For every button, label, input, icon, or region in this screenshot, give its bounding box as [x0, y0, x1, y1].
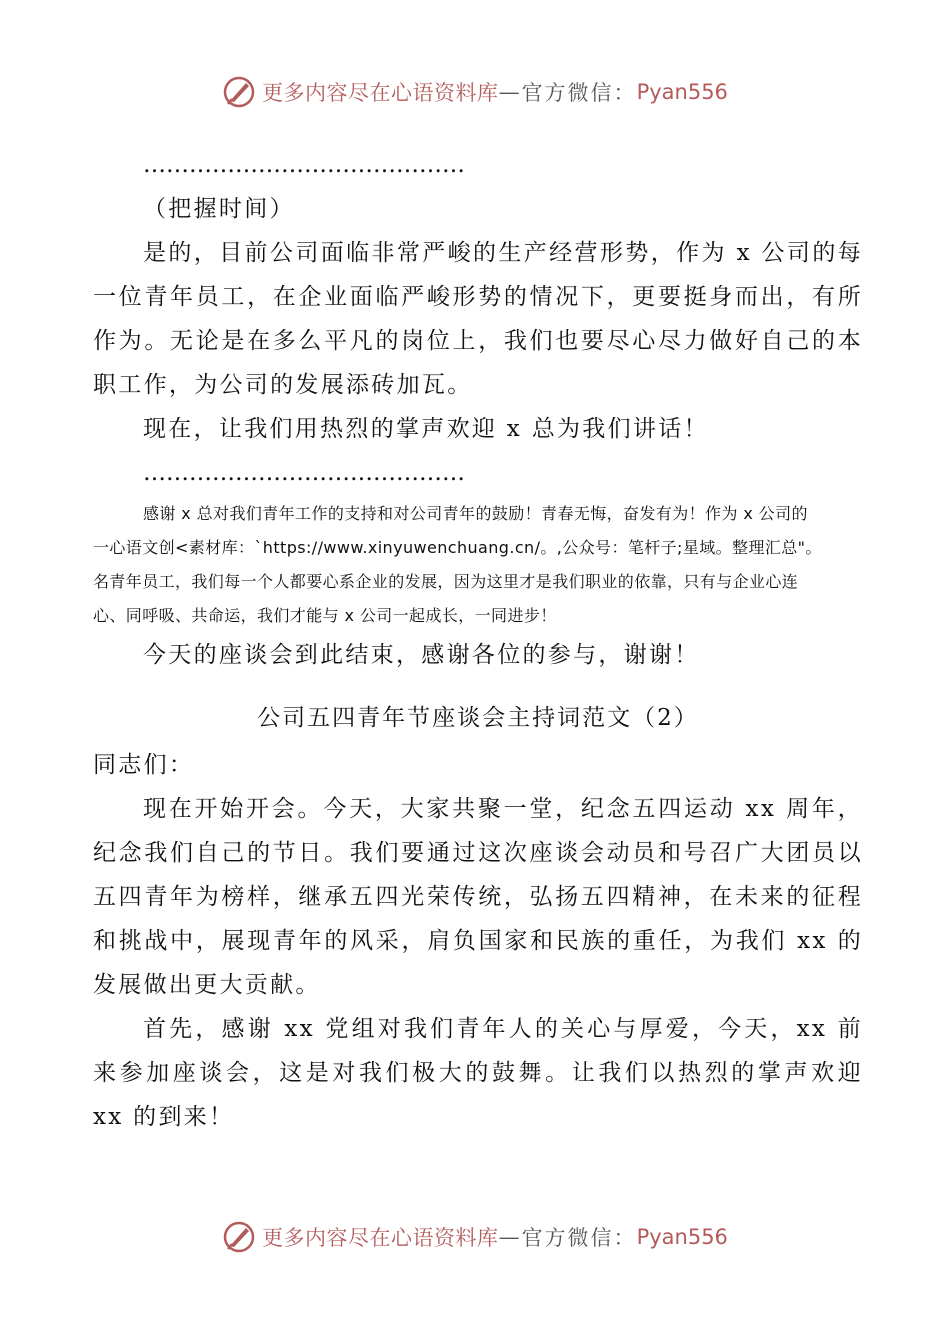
banner-wechat-id: Pyan556 — [636, 1225, 728, 1249]
ellipsis-line: …………………………………… — [143, 460, 465, 486]
banner-site-text: 更多内容尽在心语资料库 — [262, 1226, 499, 1250]
quill-logo-icon — [222, 1220, 256, 1254]
footer-banner — [0, 1217, 950, 1257]
section-title: 公司五四青年节座谈会主持词范文（2） — [257, 705, 699, 731]
small-line: 感谢 x 总对我们青年工作的支持和对公司青年的鼓励！青春无悔，奋发有为！作为 x 公司的 — [143, 504, 808, 523]
banner-dash: — — [498, 1225, 522, 1249]
paragraph-situation: 是的，目前公司面临非常严峻的生产经营形势，作为 x 公司的每一位青年员工，在企业面临严峻形势的情况下，更要挺身而出，有所作为。无论是在多么平凡的岗位上，我们也要尽心尽力做好自己的本职工作，为公司的发展添砖加瓦。 — [93, 240, 863, 398]
paragraph-time: （把握时间） — [143, 196, 295, 222]
document-body — [93, 143, 863, 1139]
banner-site-text: 更多内容尽在心语资料库 — [262, 81, 499, 105]
banner-official-text: 官方微信： — [521, 1226, 637, 1250]
banner-official-text: 官方微信： — [521, 81, 637, 105]
paragraph-closing: 今天的座谈会到此结束，感谢各位的参与，谢谢！ — [143, 642, 700, 668]
small-line: 名青年员工，我们每一个人都要心系企业的发展，因为这里才是我们职业的依靠，只有与企业心连 — [93, 572, 799, 591]
quill-logo-icon — [222, 75, 256, 109]
small-line: 心、同呼吸、共命运，我们才能与 x 公司一起成长，一同进步！ — [93, 606, 557, 625]
banner-dash: — — [498, 80, 522, 104]
ellipsis-line: …………………………………… — [143, 152, 465, 178]
greeting: 同志们： — [93, 752, 195, 778]
paragraph-thanks: 首先，感谢 xx 党组对我们青年人的关心与厚爱，今天，xx 前来参加座谈会，这是对我们极大的鼓舞。让我们以热烈的掌声欢迎 xx 的到来！ — [93, 1016, 863, 1130]
banner-wechat-id: Pyan556 — [636, 80, 728, 104]
small-text-block — [93, 497, 863, 633]
header-banner — [0, 72, 950, 112]
paragraph-welcome: 现在，让我们用热烈的掌声欢迎 x 总为我们讲话！ — [143, 416, 709, 442]
paragraph-opening: 现在开始开会。今天，大家共聚一堂，纪念五四运动 xx 周年，纪念我们自己的节日。我们要通过这次座谈会动员和号召广大团员以五四青年为榜样，继承五四光荣传统，弘扬五四精神，在未来的征程和挑战中，展现青年的风采，肩负国家和民族的重任，为我们 xx 的发展做出更大贡献。 — [93, 796, 863, 998]
small-line: 一心语文创<素材库：`https://www.xinyuwenchuang.cn/。,公众号：笔杆子;星域。整理汇总"。 — [93, 538, 822, 557]
